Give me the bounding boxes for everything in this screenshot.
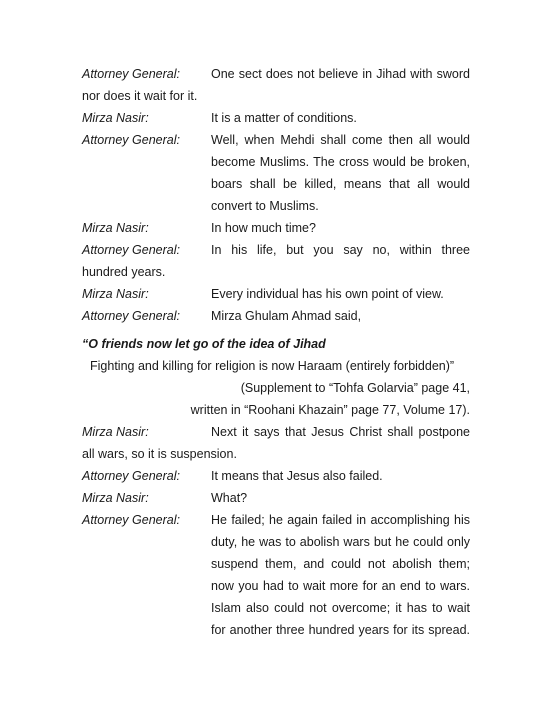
- dialogue-text: become Muslims. The cross would be broken,: [211, 155, 470, 169]
- speaker-label: Attorney General:: [82, 243, 180, 257]
- dialogue-continuation: all wars, so it is suspension.: [82, 447, 237, 461]
- speaker-label: Mirza Nasir:: [82, 221, 149, 235]
- speaker-label: Attorney General:: [82, 513, 180, 527]
- dialogue-continuation: hundred years.: [82, 265, 166, 279]
- dialogue-text: suspend them, and could not abolish them;: [211, 557, 470, 571]
- dialogue-text: In his life, but you say no, within three: [211, 243, 470, 257]
- dialogue-text: Islam also could not overcome; it has to wait: [211, 601, 470, 615]
- dialogue-text: Well, when Mehdi shall come then all would: [211, 133, 470, 147]
- speaker-label: Mirza Nasir:: [82, 287, 149, 301]
- dialogue-text: boars shall be killed, means that all would: [211, 177, 470, 191]
- dialogue-text: What?: [211, 491, 248, 505]
- dialogue-text: duty, he was to abolish wars but he could only: [211, 535, 470, 549]
- dialogue-text: Every individual has his own point of view.: [211, 287, 444, 301]
- dialogue-text: for another three hundred years for its spread.: [211, 623, 470, 637]
- dialogue-text: In how much time?: [211, 221, 316, 235]
- speaker-label: Attorney General:: [82, 309, 180, 323]
- speaker-label: Attorney General:: [82, 469, 180, 483]
- dialogue-text: It means that Jesus also failed.: [211, 469, 383, 483]
- dialogue-text: Mirza Ghulam Ahmad said,: [211, 309, 362, 323]
- dialogue-text: One sect does not believe in Jihad with sword: [211, 67, 470, 81]
- dialogue-text: Next it says that Jesus Christ shall postpone: [211, 425, 470, 439]
- speaker-label: Mirza Nasir:: [82, 491, 149, 505]
- quote-reference: (Supplement to “Tohfa Golarvia” page 41,: [240, 381, 470, 395]
- dialogue-text: now you had to wait more for an end to wars.: [211, 579, 470, 593]
- dialogue-continuation: nor does it wait for it.: [82, 89, 198, 103]
- speaker-label: Attorney General:: [82, 133, 180, 147]
- speaker-label: Attorney General:: [82, 67, 180, 81]
- dialogue-text: convert to Muslims.: [211, 199, 319, 213]
- quote-body: Fighting and killing for religion is now Haraam (entirely forbidden)”: [90, 359, 455, 373]
- speaker-label: Mirza Nasir:: [82, 111, 149, 125]
- dialogue-text: He failed; he again failed in accomplishing his: [211, 513, 470, 527]
- quote-heading: “O friends now let go of the idea of Jihad: [82, 337, 326, 351]
- dialogue-text: It is a matter of conditions.: [211, 111, 357, 125]
- speaker-label: Mirza Nasir:: [82, 425, 149, 439]
- quote-reference: written in “Roohani Khazain” page 77, Volume 17).: [190, 403, 470, 417]
